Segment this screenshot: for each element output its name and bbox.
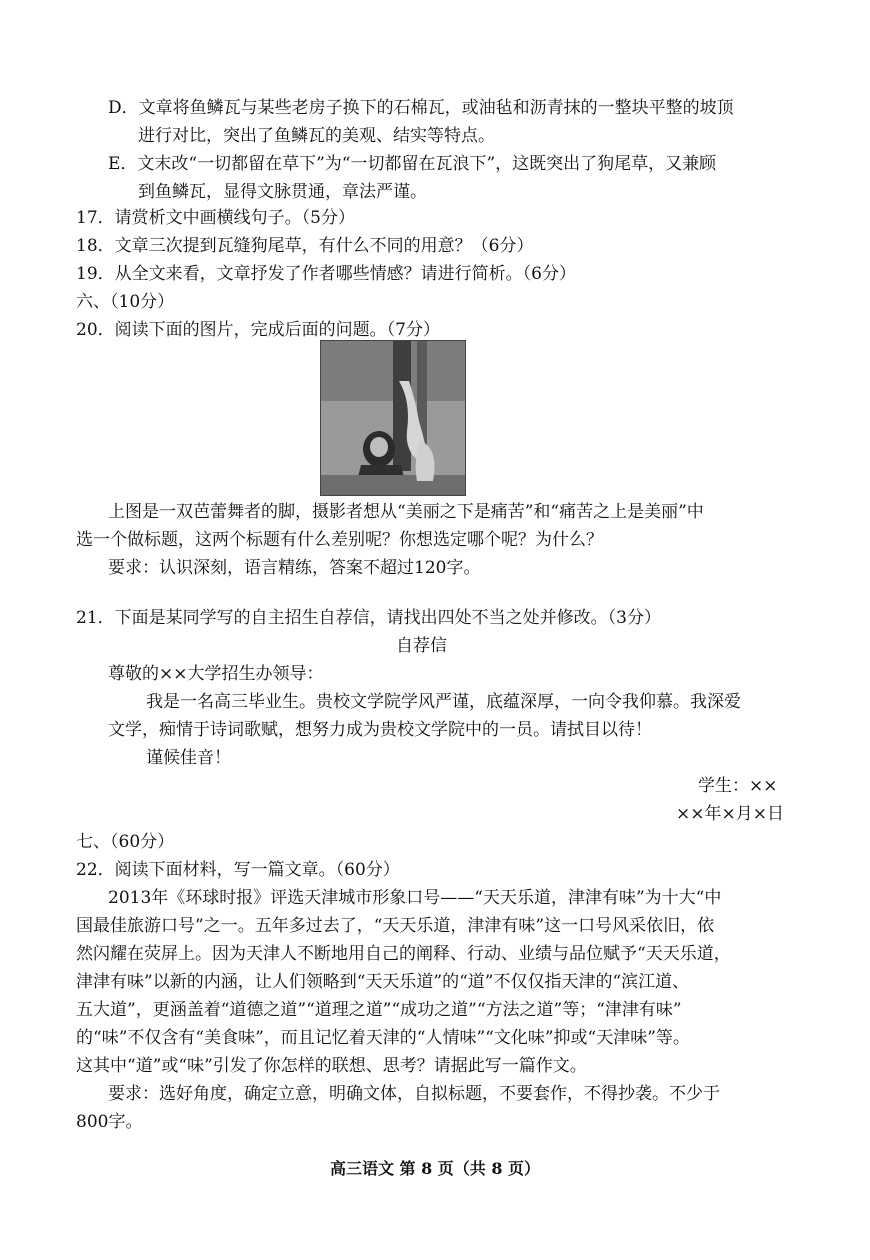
- question-17: 17．请赏析文中画横线句子。（5分）: [76, 208, 355, 228]
- material-line5: 五大道”，更涵盖着“道德之道”“道理之道”“成功之道”“方法之道”等；“津津有味”: [76, 1000, 682, 1020]
- ballet-feet-photo: [320, 340, 466, 496]
- question-20: 20．阅读下面的图片，完成后面的问题。（7分）: [76, 320, 440, 340]
- letter-body-line1: 我是一名高三毕业生。贵校文学院学风严谨，底蕴深厚，一向令我仰慕。我深爱: [146, 692, 741, 712]
- question-21: 21．下面是某同学写的自主招生自荐信，请找出四处不当之处并修改。（3分）: [76, 608, 661, 628]
- material-line4: 津津有味”以新的内涵，让人们领略到“天天乐道”的“道”不仅仅指天津的“滨江道、: [76, 972, 690, 992]
- material-line7: 这其中“道”或“味”引发了你怎样的联想、思考？请据此写一篇作文。: [76, 1056, 587, 1076]
- option-e-line2: 到鱼鳞瓦，显得文脉贯通，章法严谨。: [138, 182, 427, 202]
- option-d-line2: 进行对比，突出了鱼鳞瓦的美观、结实等特点。: [138, 126, 495, 146]
- letter-title: 自荐信: [396, 636, 447, 656]
- letter-signature: 学生：××: [698, 776, 778, 796]
- letter-greeting: 尊敬的××大学招生办领导：: [108, 664, 324, 684]
- material-line2: 国最佳旅游口号”之一。五年多过去了，“天天乐道，津津有味”这一口号风采依旧，依: [76, 916, 715, 936]
- material-line6: 的“味”不仅含有“美食味”，而且记忆着天津的“人情味”“文化味”抑或“天津味”等。: [76, 1028, 690, 1048]
- letter-body-line2: 文学，痴情于诗词歌赋，想努力成为贵校文学院中的一员。请拭目以待！: [108, 720, 652, 740]
- question-20-requirement: 要求：认识深刻，语言精练，答案不超过120字。: [108, 558, 481, 578]
- ballet-feet-photo-graphic: [321, 341, 465, 495]
- question-20-text-line1: 上图是一双芭蕾舞者的脚，摄影者想从“美丽之下是痛苦”和“痛苦之上是美丽”中: [108, 502, 704, 522]
- question-19: 19．从全文来看，文章抒发了作者哪些情感？请进行简析。（6分）: [76, 264, 576, 284]
- essay-requirement-line2: 800字。: [76, 1112, 143, 1132]
- letter-closing: 谨候佳音！: [146, 748, 231, 768]
- section-6-heading: 六、（10分）: [76, 292, 175, 312]
- section-7-heading: 七、（60分）: [76, 832, 175, 852]
- question-22: 22．阅读下面材料，写一篇文章。（60分）: [76, 860, 400, 880]
- option-e-line1: E．文末改“一切都留在草下”为“一切都留在瓦浪下”，这既突出了狗尾草，又兼顾: [108, 154, 717, 174]
- letter-date: ××年×月×日: [676, 804, 784, 824]
- option-d-line1: D．文章将鱼鳞瓦与某些老房子换下的石棉瓦，或油毡和沥青抹的一整块平整的坡顶: [108, 98, 734, 118]
- material-line3: 然闪耀在荧屏上。因为天津人不断地用自己的阐释、行动、业绩与品位赋予“天天乐道，: [76, 944, 731, 964]
- question-20-text-line2: 选一个做标题，这两个标题有什么差别呢？你想选定哪个呢？为什么？: [76, 530, 603, 550]
- essay-requirement-line1: 要求：选好角度，确定立意，明确文体，自拟标题，不要套作，不得抄袭。不少于: [108, 1084, 720, 1104]
- page-footer: 高三语文 第 8 页（共 8 页）: [329, 1159, 541, 1178]
- material-line1: 2013年《环球时报》评选天津城市形象口号——“天天乐道，津津有味”为十大“中: [108, 888, 722, 908]
- question-18: 18．文章三次提到瓦缝狗尾草，有什么不同的用意？（6分）: [76, 236, 534, 256]
